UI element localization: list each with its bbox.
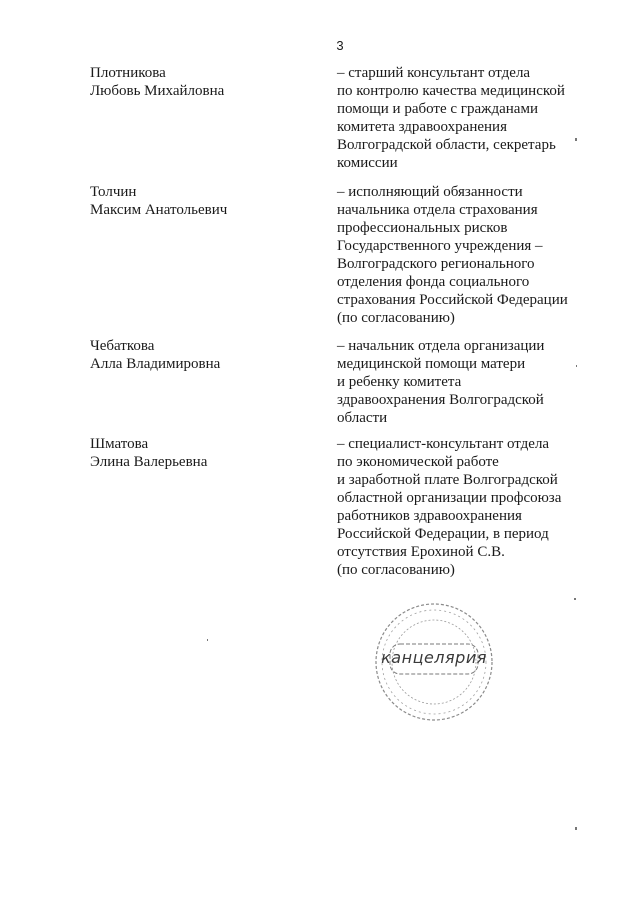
member-role: – специалист-консультант отдела по экономической работе и заработной плате Волгоградской областной организации профсоюза работников здравоохранения Российской Федерации, в период отсутствия Ерохиной С.В. (по согласованию): [337, 436, 562, 578]
scan-speck: [575, 138, 577, 141]
member-role: – исполняющий обязанности начальника отдела страхования профессиональных рисков Государственного учреждения – Волгоградского регионального отделения фонда социального страхования Российской Федерации (по согласованию): [337, 184, 568, 326]
scan-speck: [207, 639, 208, 641]
member-name: Плотникова Любовь Михайловна: [90, 65, 225, 99]
office-stamp: [372, 600, 496, 724]
member-name: Чебаткова Алла Владимировна: [90, 338, 221, 372]
scan-speck: [576, 365, 577, 367]
member-role: – старший консультант отдела по контролю качества медицинской помощи и работе с гражданами комитета здравоохранения Волгоградской области, секретарь комиссии: [337, 65, 565, 171]
member-role: – начальник отдела организации медицинской помощи матери и ребенку комитета здравоохранения Волгоградской области: [337, 338, 545, 426]
scan-speck: [575, 827, 577, 830]
member-name: Толчин Максим Анатольевич: [90, 184, 228, 218]
member-name: Шматова Элина Валерьевна: [90, 436, 208, 470]
page-number: 3: [336, 38, 344, 53]
scan-speck: [574, 598, 576, 600]
stamp-text: канцелярия: [381, 648, 487, 667]
